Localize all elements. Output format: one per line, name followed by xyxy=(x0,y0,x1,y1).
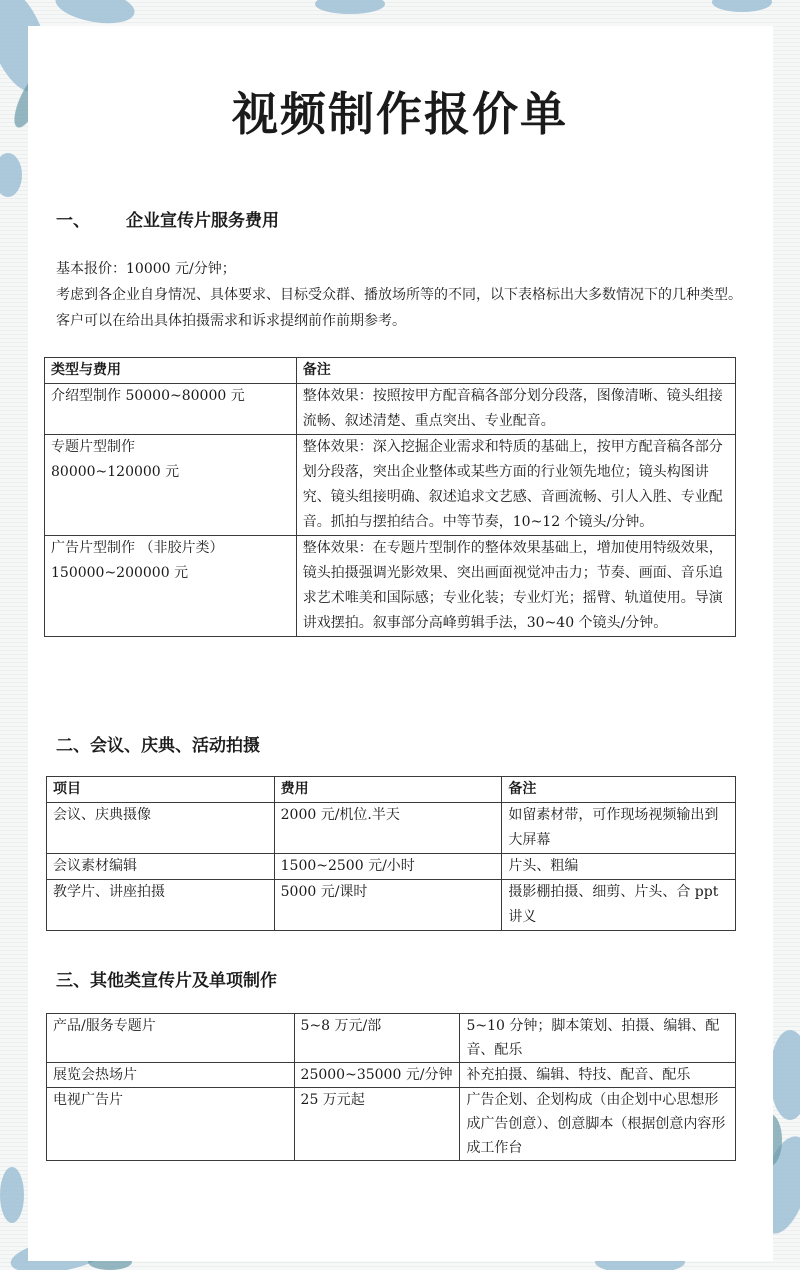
note-cell: 整体效果：按照按甲方配音稿各部分划分段落，图像清晰、镜头组接流畅、叙述清楚、重点突出、专业配音。 xyxy=(296,384,735,435)
table-row xyxy=(47,1014,736,1063)
base-price-text: 基本报价：10000 元/分钟； xyxy=(56,261,236,277)
type-line: 介绍型制作 50000~80000 元 xyxy=(51,388,245,404)
note-cell: 整体效果：深入挖掘企业需求和特质的基础上，按甲方配音稿各部分划分段落，突出企业整体或某些方面的行业领先地位；镜头构图讲究、镜头组接明确、叙述追求文艺感、音画流畅、引人入胜、专业配音。抓拍与摆拍结合。中等节奏，10~12 个镜头/分钟。 xyxy=(296,435,735,536)
section-1-table xyxy=(44,357,736,637)
table-row xyxy=(47,803,736,854)
cost-cell: 5~8 万元/部 xyxy=(294,1014,460,1063)
table-row xyxy=(47,880,736,931)
section-1-number: 一、 xyxy=(56,211,90,231)
type-line: 专题片型制作 xyxy=(51,439,135,455)
table-row xyxy=(47,1088,736,1161)
section-2-heading: 二、会议、庆典、活动拍摄 xyxy=(56,736,260,756)
note-cell: 整体效果：在专题片型制作的整体效果基础上，增加使用特级效果，镜头拍摄强调光影效果、突出画面视觉冲击力；节奏、画面、音乐追求艺术唯美和国际感；专业化装；专业灯光；摇臂、轨道使用。导演讲戏摆拍。叙事部分高峰剪辑手法，30~40 个镜头/分钟。 xyxy=(296,536,735,637)
type-cell xyxy=(45,435,297,536)
price-line: 80000~120000 元 xyxy=(51,464,180,480)
section-1-title: 企业宣传片服务费用 xyxy=(126,211,279,231)
section-3-heading: 三、其他类宣传片及单项制作 xyxy=(56,971,277,991)
table-row xyxy=(45,435,736,536)
header-note: 备注 xyxy=(296,358,735,384)
section-3-table xyxy=(46,1013,736,1161)
type-line: 广告片型制作 （非胶片类） xyxy=(51,540,224,556)
table-row xyxy=(47,854,736,880)
note-cell: 广告企划、企划构成（由企划中心思想形成广告创意）、创意脚本（根据创意内容形成工作台 xyxy=(460,1088,736,1161)
cost-cell: 5000 元/课时 xyxy=(274,880,502,931)
cost-cell: 1500~2500 元/小时 xyxy=(274,854,502,880)
type-cell xyxy=(45,384,297,435)
cost-cell: 25 万元起 xyxy=(294,1088,460,1161)
section-2-table xyxy=(46,776,736,931)
table-header-row xyxy=(47,777,736,803)
table-row xyxy=(45,536,736,637)
note-cell: 如留素材带，可作现场视频输出到大屏幕 xyxy=(502,803,736,854)
note-cell: 5~10 分钟；脚本策划、拍摄、编辑、配音、配乐 xyxy=(460,1014,736,1063)
cost-cell: 2000 元/机位.半天 xyxy=(274,803,502,854)
cost-cell: 25000~35000 元/分钟 xyxy=(294,1063,460,1088)
price-line: 150000~200000 元 xyxy=(51,565,189,581)
item-cell: 展览会热场片 xyxy=(47,1063,295,1088)
table-row xyxy=(45,384,736,435)
header-item: 项目 xyxy=(47,777,275,803)
table-header-row xyxy=(45,358,736,384)
item-cell: 会议素材编辑 xyxy=(47,854,275,880)
item-cell: 会议、庆典摄像 xyxy=(47,803,275,854)
item-cell: 教学片、讲座拍摄 xyxy=(47,880,275,931)
item-cell: 电视广告片 xyxy=(47,1088,295,1161)
type-cell xyxy=(45,536,297,637)
header-type-cost: 类型与费用 xyxy=(45,358,297,384)
note-cell: 片头、粗编 xyxy=(502,854,736,880)
section-1-heading xyxy=(56,206,279,231)
header-note: 备注 xyxy=(502,777,736,803)
intro-paragraph: 考虑到各企业自身情况、具体要求、目标受众群、播放场所等的不同，以下表格标出大多数情况下的几种类型。客户可以在给出具体拍摄需求和诉求提纲前作前期参考。 xyxy=(56,287,742,329)
table-row xyxy=(47,1063,736,1088)
page-title: 视频制作报价单 xyxy=(232,87,568,141)
note-cell: 补充拍摄、编辑、特技、配音、配乐 xyxy=(460,1063,736,1088)
note-cell: 摄影棚拍摄、细剪、片头、合 ppt 讲义 xyxy=(502,880,736,931)
item-cell: 产品/服务专题片 xyxy=(47,1014,295,1063)
header-cost: 费用 xyxy=(274,777,502,803)
